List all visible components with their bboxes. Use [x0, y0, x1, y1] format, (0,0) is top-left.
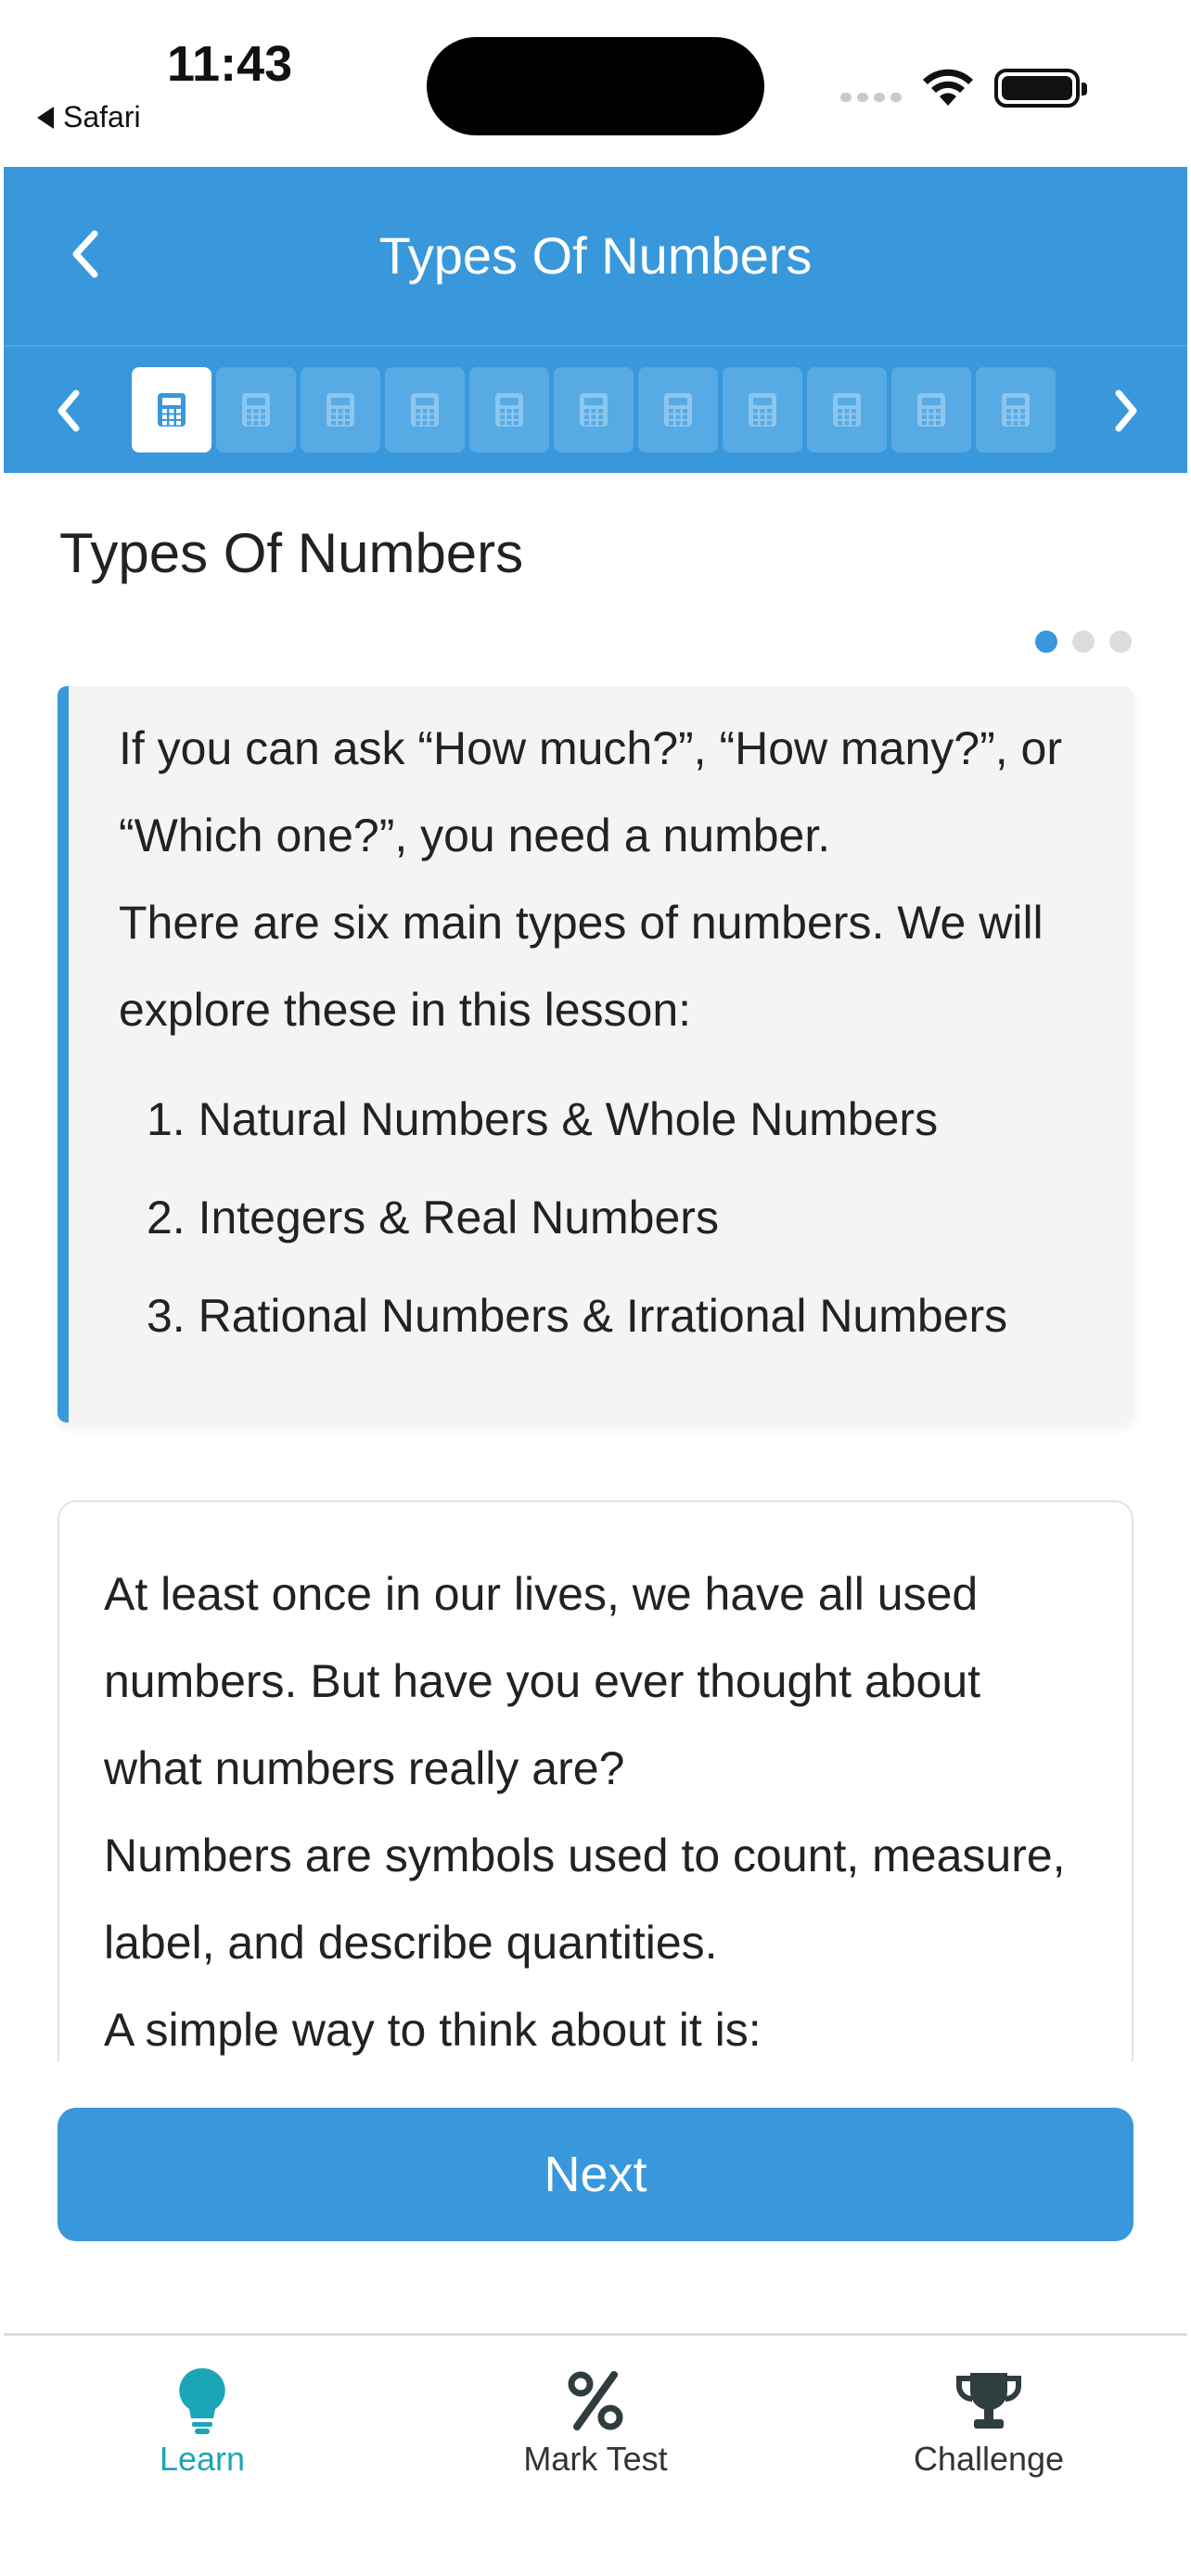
cellular-signal-icon: [840, 93, 902, 102]
calculator-icon: [240, 391, 272, 428]
intro-callout: [58, 686, 1133, 1422]
status-time: 11:43: [167, 36, 293, 92]
tab-bar: [4, 2333, 1187, 2576]
back-button[interactable]: [59, 228, 111, 280]
header-bar: [4, 167, 1187, 345]
status-bar: [0, 0, 1191, 167]
card-paragraph: At least once in our lives, we have all used numbers. But have you ever thought about what numbers really are?: [104, 1568, 981, 1794]
battery-icon: [994, 69, 1080, 108]
calculator-icon: [747, 391, 778, 428]
callout-paragraph: If you can ask “How much?”, “How many?”, or “Which one?”, you need a number.: [119, 722, 1062, 861]
percent-icon: [568, 2371, 623, 2430]
back-triangle-icon: [37, 107, 54, 129]
chevron-left-icon: [67, 228, 104, 280]
page-indicator: [1035, 631, 1132, 653]
page-dot[interactable]: [1109, 631, 1132, 653]
lesson-tile[interactable]: [301, 367, 380, 453]
lesson-tile[interactable]: [132, 367, 211, 453]
tab-mark-test[interactable]: [456, 2364, 735, 2503]
back-app-label: Safari: [63, 100, 141, 134]
lesson-tile[interactable]: [891, 367, 971, 453]
calculator-icon: [409, 391, 441, 428]
lesson-tile[interactable]: [638, 367, 718, 453]
back-to-app-link[interactable]: [37, 100, 141, 134]
strip-next-button[interactable]: [1098, 380, 1154, 441]
tab-label: Learn: [159, 2440, 246, 2478]
lesson-tile[interactable]: [469, 367, 549, 453]
page-dot[interactable]: [1072, 631, 1095, 653]
calculator-icon: [325, 391, 356, 428]
tab-label: Mark Test: [523, 2440, 668, 2478]
topic-list-item: 2. Integers & Real Numbers: [147, 1192, 719, 1243]
lesson-tile[interactable]: [385, 367, 465, 453]
calculator-icon: [578, 391, 609, 428]
topic-list-item: 1. Natural Numbers & Whole Numbers: [147, 1093, 939, 1145]
next-button[interactable]: Next: [58, 2108, 1133, 2241]
chevron-left-icon: [52, 388, 85, 434]
lesson-tiles: [132, 367, 1056, 453]
lightbulb-icon: [178, 2366, 226, 2435]
lesson-tile[interactable]: [807, 367, 887, 453]
callout-paragraph: There are six main types of numbers. We will explore these in this lesson:: [119, 897, 1044, 1036]
card-paragraph: Numbers are symbols used to count, measure, label, and describe quantities.: [104, 1830, 1066, 1969]
calculator-icon: [156, 391, 187, 428]
tab-label: Challenge: [913, 2440, 1065, 2478]
card-paragraph: A simple way to think about it is:: [104, 2004, 762, 2056]
page-title: Types Of Numbers: [378, 226, 813, 285]
calculator-icon: [916, 391, 947, 428]
calculator-icon: [831, 391, 863, 428]
wifi-icon: [920, 63, 976, 109]
lesson-tile[interactable]: [723, 367, 802, 453]
lesson-title: Types Of Numbers: [59, 522, 524, 584]
calculator-icon: [1000, 391, 1031, 428]
topic-list: [119, 1070, 1096, 1365]
tab-challenge[interactable]: [850, 2364, 1128, 2503]
calculator-icon: [493, 391, 525, 428]
trophy-icon: [955, 2371, 1022, 2430]
tab-learn[interactable]: [63, 2364, 341, 2503]
lesson-tile[interactable]: [216, 367, 296, 453]
calculator-icon: [662, 391, 694, 428]
explanation-card[interactable]: [58, 1500, 1133, 2061]
strip-prev-button[interactable]: [41, 380, 96, 441]
dynamic-island: [427, 37, 764, 135]
page-dot[interactable]: [1035, 631, 1057, 653]
lesson-strip: [4, 345, 1187, 473]
chevron-right-icon: [1109, 388, 1143, 434]
lesson-tile[interactable]: [554, 367, 634, 453]
topic-list-item: 3. Rational Numbers & Irrational Numbers: [147, 1290, 1008, 1342]
lesson-tile[interactable]: [976, 367, 1056, 453]
